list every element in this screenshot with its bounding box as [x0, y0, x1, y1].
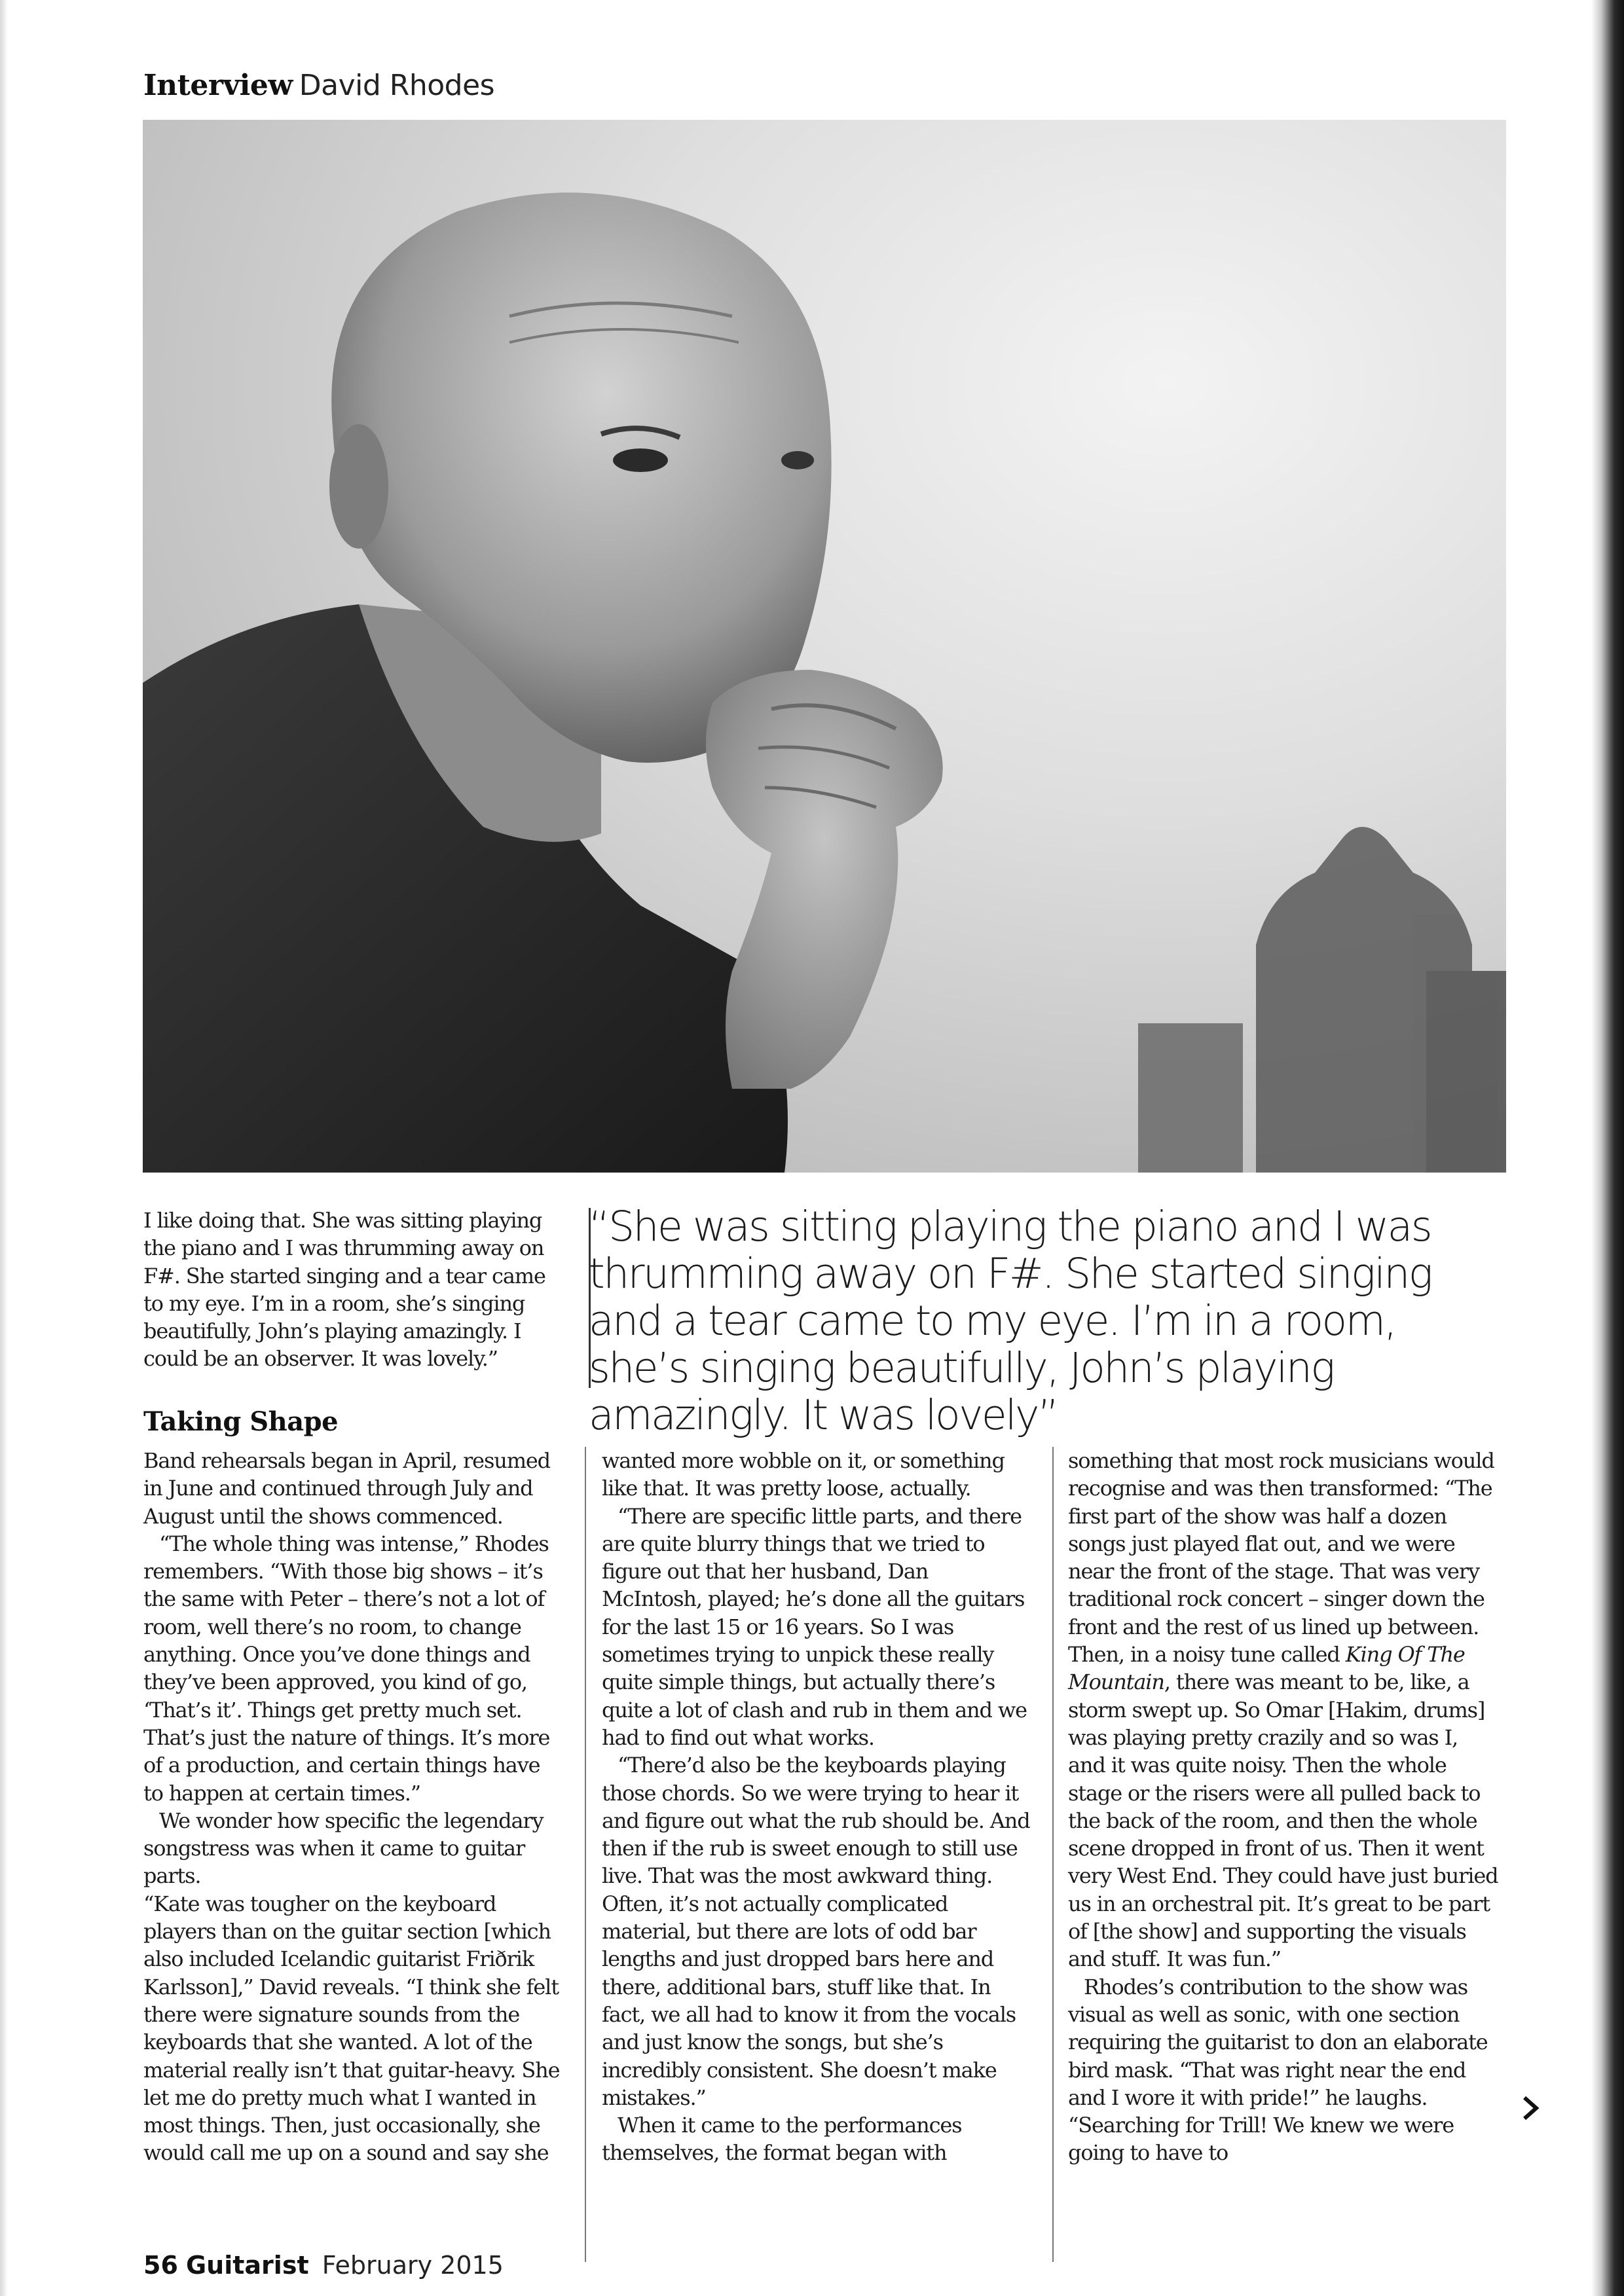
body-column-2 [602, 1447, 1031, 2167]
pull-quote: “She was sitting playing the piano and I was thrumming away on F#. She started singing and a tear came to my eye. I’m in a room, she’s singing beautifully, John’s playing amazingly. It was lovely” [589, 1203, 1432, 1439]
paragraph: Rhodes’s contribution to the show was visual as well as sonic, with one section requiring the guitarist to don an elaborate bird mask. “That was right near the end and I wore it with pride!” he laughs. “Searching for Trill! We knew we were going to have to [1068, 1974, 1488, 2166]
page-edge-shadow [1591, 0, 1624, 2296]
body-column-3 [1068, 1447, 1500, 2167]
paragraph: When it came to the performances themselves, the format began with [602, 2113, 962, 2166]
magazine-name: Guitarist [185, 2251, 309, 2280]
paragraph: “Kate was tougher on the keyboard players than on the guitar section [which also included Icelandic guitarist Friðrik Karlsson],” David reveals. “I think she felt there were signature sounds from the keyboards that she wanted. A lot of the material really isn’t that guitar-heavy. She let me do pretty much what I wanted in most things. Then, just occasionally, she would call me up on a sound and say she [143, 1891, 560, 2166]
intro-column [143, 1207, 556, 1373]
paragraph-text: something that most rock musicians would recognise and was then transformed: “The first part of the show was half a dozen songs just played flat out, and we were near the front of the stage. That was very traditional rock concert – singer down the front and the rest of us lined up between. Then, in a noisy tune called [1068, 1448, 1494, 1667]
paragraph: Band rehearsals began in April, resumed in June and continued through July and August until the shows commenced. [143, 1448, 551, 1529]
song-title: King Of The Mountain [1068, 1642, 1465, 1695]
paragraph-text: , there was meant to be, like, a storm swept up. So Omar [Hakim, drums] was playing pretty crazily and so was I, and it was quite noisy. Then the whole stage or the risers were all pulled back to the back of the room, and then the whole scene dropped in front of us. Then it went very West End. They could have just buried us in an orchestral pit. It’s great to be part of [the show] and supporting the visuals and stuff. It was fun.” [1068, 1669, 1498, 1972]
ear [329, 424, 388, 549]
folio [143, 2250, 504, 2281]
issue-date: February 2015 [322, 2251, 504, 2280]
section-label: Interview [143, 69, 293, 102]
paragraph [1068, 1447, 1500, 1973]
article-header [143, 67, 494, 104]
paragraph: We wonder how specific the legendary songstress was when it came to guitar parts. [143, 1808, 544, 1889]
subhead: Taking Shape [143, 1406, 339, 1437]
chevron-right-icon [1521, 2095, 1540, 2121]
portrait-photo [143, 120, 1506, 1173]
paragraph: “The whole thing was intense,” Rhodes remembers. “With those big shows – it’s the same with Peter – there’s not a lot of room, well there’s no room, to change anything. Once you’ve done things and they’ve been approved, you kind of go, ‘That’s it’. Things get pretty much set. That’s just the nature of things. It’s more of a production, and certain things have to happen at certain times.” [143, 1531, 550, 1806]
paragraph: “There’d also be the keyboards playing those chords. So we were trying to hear it and figure out what the rub should be. And then if the rub is sweet enough to still use live. That was the most awkward thing. Often, it’s not actually complicated material, but there are lots of odd bar lengths and just dropped bars here and there, additional bars, stuff like that. In fact, we all had to know it from the vocals and just know the songs, but she’s incredibly consistent. She doesn’t make mistakes.” [602, 1753, 1030, 2110]
body-column-1 [143, 1447, 563, 2167]
portrait-illustration [143, 120, 1506, 1173]
column-rule [585, 1447, 586, 2262]
page-gutter-shadow [0, 0, 8, 2296]
eye [613, 448, 668, 472]
page-number: 56 [143, 2251, 178, 2280]
article-subject: David Rhodes [299, 69, 495, 102]
paragraph: “There are specific little parts, and there are quite blurry things that we tried to figure out that her husband, Dan McIntosh, played; he’s done all the guitars for the last 15 or 16 years. So I was sometimes trying to unpick these really quite simple things, but actually there’s quite a lot of clash and rub in them and we had to find out what works. [602, 1503, 1027, 1750]
paragraph: wanted more wobble on it, or something like that. It was pretty loose, actually. [602, 1448, 1005, 1501]
intro-paragraph: I like doing that. She was sitting playing the piano and I was thrumming away on F#. She started singing and a tear came to my eye. I’m in a room, she’s singing beautifully, John’s playing amazingly. I could be an observer. It was lovely.” [143, 1208, 545, 1372]
column-rule [1052, 1447, 1054, 2262]
